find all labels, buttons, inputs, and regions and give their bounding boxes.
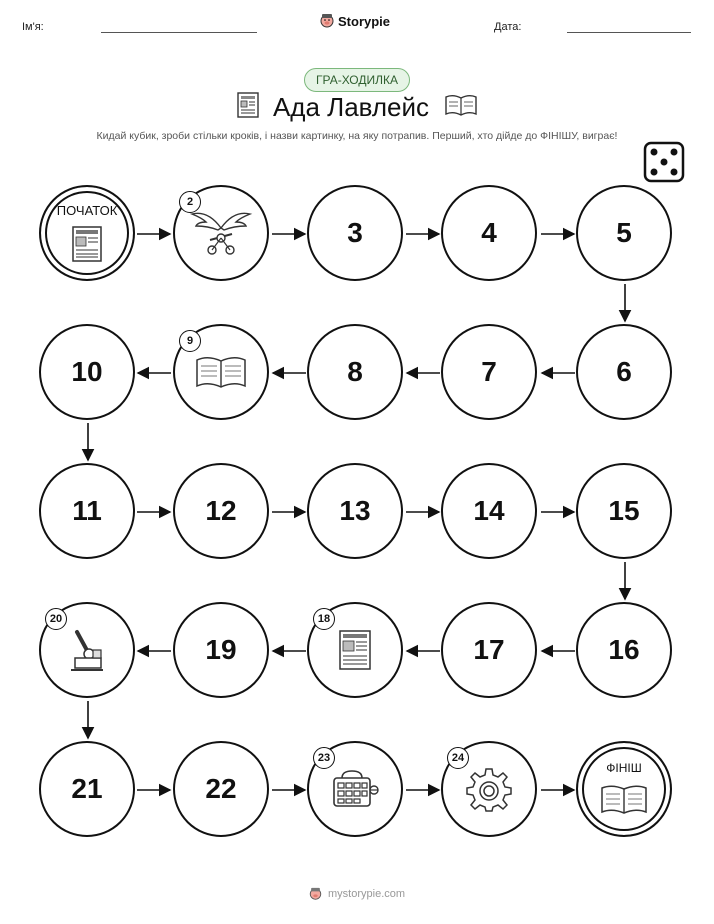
pig-mascot-icon (309, 887, 322, 901)
newspaper-icon (72, 226, 102, 262)
cell-number: 11 (72, 495, 102, 526)
page-title: Ада Лавлейс (272, 92, 430, 122)
cell-number: 14 (473, 495, 505, 526)
cell-number: 10 (71, 356, 103, 387)
cell-19[interactable] (173, 602, 269, 698)
flying-machine-icon (188, 208, 254, 258)
cell-16[interactable] (576, 602, 672, 698)
finish-cell[interactable] (576, 741, 672, 837)
footer-url[interactable]: mystorypie.com (328, 887, 406, 900)
cell-number: 5 (616, 217, 632, 248)
start-label: ПОЧАТОК (56, 203, 118, 218)
cell-22[interactable] (173, 741, 269, 837)
cell-number-badge: 18 (313, 608, 335, 630)
cell-number: 15 (608, 495, 640, 526)
cell-6[interactable] (576, 324, 672, 420)
cell-number: 12 (205, 495, 237, 526)
footer (0, 887, 714, 901)
cell-14[interactable] (441, 463, 537, 559)
cell-11[interactable] (39, 463, 135, 559)
cell-17[interactable] (441, 602, 537, 698)
cell-number: 7 (481, 356, 497, 387)
cell-21[interactable] (39, 741, 135, 837)
newspaper-icon (339, 630, 371, 670)
cell-number: 6 (616, 356, 632, 387)
cell-number-badge: 23 (313, 747, 335, 769)
name-label: Ім'я: (22, 21, 44, 33)
cell-number-badge: 24 (447, 747, 469, 769)
brand-name: Storypie (338, 13, 391, 29)
cell-23[interactable] (307, 741, 403, 837)
cell-24[interactable] (441, 741, 537, 837)
cell-number: 19 (205, 634, 237, 665)
date-label: Дата: (494, 21, 522, 33)
cell-9[interactable] (173, 324, 269, 420)
cell-4[interactable] (441, 185, 537, 281)
cell-8[interactable] (307, 324, 403, 420)
cell-5[interactable] (576, 185, 672, 281)
cell-number: 16 (608, 634, 640, 665)
cell-number: 4 (481, 217, 497, 248)
cell-number: 13 (339, 495, 371, 526)
cell-number: 21 (71, 773, 103, 804)
gear-icon (466, 766, 512, 812)
cell-number: 3 (347, 217, 363, 248)
open-book-icon (194, 352, 248, 392)
cell-15[interactable] (576, 463, 672, 559)
finish-label: ФІНІШ (606, 761, 642, 775)
cell-number: 8 (347, 356, 363, 387)
lever-machine-icon (67, 626, 107, 674)
cell-number: 22 (205, 773, 237, 804)
cell-18[interactable] (307, 602, 403, 698)
cell-10[interactable] (39, 324, 135, 420)
cell-13[interactable] (307, 463, 403, 559)
cell-number-badge: 9 (179, 330, 201, 352)
cell-7[interactable] (441, 324, 537, 420)
cell-number: 17 (473, 634, 505, 665)
open-book-icon (599, 782, 649, 818)
instructions: Кидай кубик, зроби стільки кроків, і назви картинку, на яку потрапив. Перший, хто дійде до ФІНІШУ, виграє! (96, 130, 618, 142)
game-type-badge: ГРА-ХОДИЛКА (304, 68, 410, 92)
cell-2[interactable] (173, 185, 269, 281)
cell-3[interactable] (307, 185, 403, 281)
calculating-machine-icon (330, 768, 380, 810)
cell-number-badge: 20 (45, 608, 67, 630)
cell-20[interactable] (39, 602, 135, 698)
cell-number-badge: 2 (179, 191, 201, 213)
cell-12[interactable] (173, 463, 269, 559)
start-cell[interactable] (39, 185, 135, 281)
